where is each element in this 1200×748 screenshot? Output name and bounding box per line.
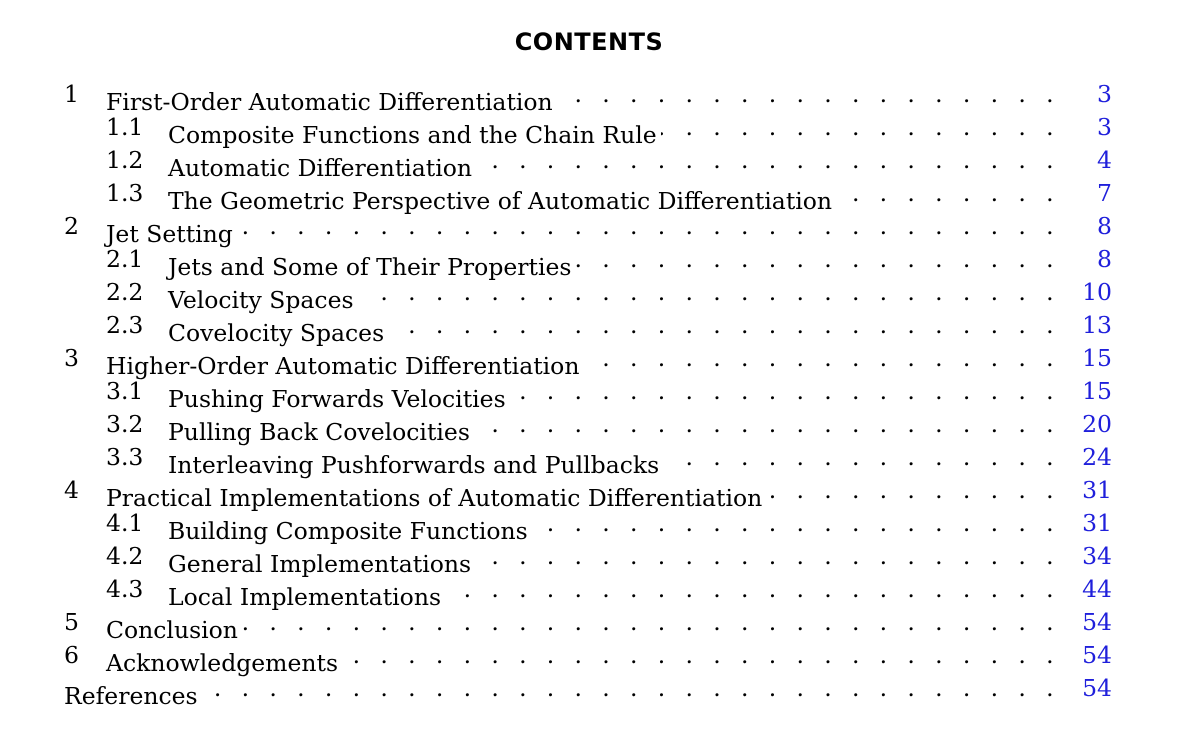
- toc-subsection-entry[interactable]: [0, 111, 1200, 149]
- toc-page-link[interactable]: 15: [1082, 377, 1112, 405]
- toc-subsection-entry[interactable]: [0, 243, 1200, 281]
- dot-leader: [766, 476, 1060, 506]
- toc-section-entry[interactable]: [0, 639, 1200, 677]
- toc-entry-number: 2.1: [106, 245, 144, 273]
- dot-leader: [242, 608, 1060, 638]
- toc-entry-number: 3.2: [106, 410, 144, 438]
- toc-entry-number: 2.3: [106, 311, 144, 339]
- toc-page-link[interactable]: 13: [1082, 311, 1112, 339]
- toc-page-link[interactable]: 44: [1082, 575, 1112, 603]
- toc-subsection-entry[interactable]: [0, 309, 1200, 347]
- toc-page-link[interactable]: 3: [1097, 80, 1112, 108]
- table-of-contents: [0, 78, 1200, 710]
- dot-leader: [510, 377, 1060, 407]
- toc-page-link[interactable]: 10: [1082, 278, 1112, 306]
- toc-entry-title[interactable]: Conclusion: [106, 616, 242, 644]
- toc-page-link[interactable]: 3: [1097, 113, 1112, 141]
- toc-subsection-entry[interactable]: [0, 441, 1200, 479]
- dot-leader: [474, 410, 1060, 440]
- toc-subsection-entry[interactable]: [0, 177, 1200, 215]
- dot-leader: [475, 542, 1060, 572]
- toc-page-link[interactable]: 8: [1097, 245, 1112, 273]
- dot-leader: [532, 509, 1060, 539]
- toc-entry-title[interactable]: Covelocity Spaces: [168, 319, 388, 347]
- toc-entry-title[interactable]: Practical Implementations of Automatic Differentiation: [106, 484, 766, 512]
- toc-entry-number: 3: [64, 344, 79, 372]
- toc-entry-title[interactable]: Interleaving Pushforwards and Pullbacks: [168, 451, 663, 479]
- toc-entry-title[interactable]: Pulling Back Covelocities: [168, 418, 474, 446]
- dot-leader: [661, 113, 1060, 143]
- toc-subsection-entry[interactable]: [0, 540, 1200, 578]
- toc-subsection-entry[interactable]: [0, 144, 1200, 182]
- toc-page-link[interactable]: 34: [1082, 542, 1112, 570]
- toc-entry-number: 4.2: [106, 542, 144, 570]
- toc-references-entry[interactable]: [0, 672, 1200, 710]
- toc-entry-title[interactable]: Jets and Some of Their Properties: [168, 253, 575, 281]
- toc-page-link[interactable]: 20: [1082, 410, 1112, 438]
- toc-entry-title[interactable]: Building Composite Functions: [168, 517, 532, 545]
- toc-page-link[interactable]: 31: [1082, 509, 1112, 537]
- toc-page-link[interactable]: 4: [1097, 146, 1112, 174]
- dot-leader: [836, 179, 1060, 209]
- toc-entry-number: 2.2: [106, 278, 144, 306]
- toc-entry-title[interactable]: The Geometric Perspective of Automatic Differentiation: [168, 187, 836, 215]
- toc-entry-leader-line: [64, 674, 1060, 710]
- toc-entry-number: 6: [64, 641, 79, 669]
- dot-leader: [202, 674, 1060, 704]
- toc-entry-title[interactable]: Composite Functions and the Chain Rule: [168, 121, 661, 149]
- dot-leader: [388, 311, 1060, 341]
- toc-entry-title[interactable]: Velocity Spaces: [168, 286, 358, 314]
- dot-leader: [575, 245, 1060, 275]
- dot-leader: [342, 641, 1060, 671]
- toc-entry-title[interactable]: Jet Setting: [106, 220, 237, 248]
- toc-subsection-entry[interactable]: [0, 573, 1200, 611]
- toc-entry-title[interactable]: Acknowledgements: [106, 649, 342, 677]
- toc-entry-number: 2: [64, 212, 79, 240]
- toc-section-entry[interactable]: [0, 210, 1200, 248]
- dot-leader: [445, 575, 1060, 605]
- dot-leader: [476, 146, 1060, 176]
- toc-entry-title[interactable]: General Implementations: [168, 550, 475, 578]
- toc-section-entry[interactable]: [0, 606, 1200, 644]
- toc-entry-title[interactable]: Automatic Differentiation: [168, 154, 476, 182]
- toc-entry-title[interactable]: Higher-Order Automatic Differentiation: [106, 352, 583, 380]
- toc-subsection-entry[interactable]: [0, 375, 1200, 413]
- toc-page-link[interactable]: 15: [1082, 344, 1112, 372]
- toc-entry-number: 1.3: [106, 179, 144, 207]
- toc-page-link[interactable]: 54: [1082, 608, 1112, 636]
- toc-entry-title[interactable]: First-Order Automatic Differentiation: [106, 88, 557, 116]
- dot-leader: [583, 344, 1060, 374]
- toc-entry-number: 3.1: [106, 377, 144, 405]
- toc-subsection-entry[interactable]: [0, 507, 1200, 545]
- toc-section-entry[interactable]: [0, 474, 1200, 512]
- toc-section-entry[interactable]: [0, 78, 1200, 116]
- toc-page-link[interactable]: 54: [1082, 674, 1112, 702]
- toc-page-link[interactable]: 54: [1082, 641, 1112, 669]
- toc-section-entry[interactable]: [0, 342, 1200, 380]
- toc-entry-number: 1: [64, 80, 79, 108]
- toc-subsection-entry[interactable]: [0, 276, 1200, 314]
- dot-leader: [237, 212, 1060, 242]
- toc-entry-number: 4.1: [106, 509, 144, 537]
- toc-page-link[interactable]: 8: [1097, 212, 1112, 240]
- toc-entry-number: 5: [64, 608, 79, 636]
- toc-page-link[interactable]: 31: [1082, 476, 1112, 504]
- toc-heading: CONTENTS: [514, 28, 664, 56]
- toc-entry-title[interactable]: Pushing Forwards Velocities: [168, 385, 510, 413]
- toc-entry-number: 1.1: [106, 113, 144, 141]
- toc-entry-number: 4: [64, 476, 79, 504]
- toc-page-link[interactable]: 7: [1097, 179, 1112, 207]
- toc-entry-number: 4.3: [106, 575, 144, 603]
- toc-page-link[interactable]: 24: [1082, 443, 1112, 471]
- toc-entry-number: 1.2: [106, 146, 144, 174]
- dot-leader: [358, 278, 1060, 308]
- dot-leader: [557, 80, 1060, 110]
- toc-entry-title[interactable]: References: [64, 682, 202, 710]
- toc-entry-number: 3.3: [106, 443, 144, 471]
- toc-entry-title[interactable]: Local Implementations: [168, 583, 445, 611]
- dot-leader: [663, 443, 1060, 473]
- toc-subsection-entry[interactable]: [0, 408, 1200, 446]
